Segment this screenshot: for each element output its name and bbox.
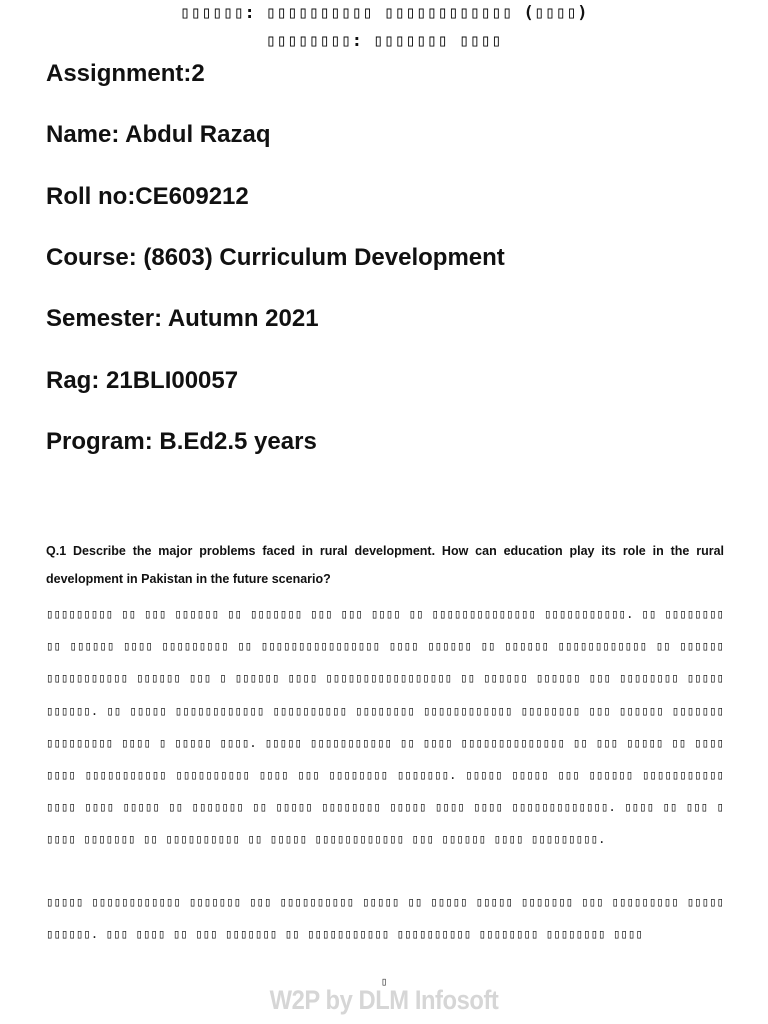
semester-field: Semester: Autumn 2021 (46, 305, 319, 332)
roll-number-field: Roll no:CE609212 (46, 183, 249, 210)
page-mark: ▯ (380, 975, 388, 988)
header-line-1: ▯▯▯▯▯▯: ▯▯▯▯▯▯▯▯▯▯ ▯▯▯▯▯▯▯▯▯▯▯▯ (▯▯▯▯) (180, 3, 588, 23)
course-field: Course: (8603) Curriculum Development (46, 244, 505, 271)
program-field: Program: B.Ed2.5 years (46, 428, 317, 455)
registration-field: Rag: 21BLI00057 (46, 367, 239, 394)
question-heading: Q.1 Describe the major problems faced in rural development. How can education play its role in the rural development in Pakistan in the future scenario? (46, 544, 724, 586)
student-name-field: Name: Abdul Razaq (46, 121, 271, 148)
answer-paragraph-2: ▯▯▯▯▯ ▯▯▯▯▯▯▯▯▯▯▯▯ ▯▯▯▯▯▯▯ ▯▯▯ ▯▯▯▯▯▯▯▯▯▯ ▯▯▯▯▯ ▯▯ ▯▯▯▯▯ ▯▯▯▯▯ ▯▯▯▯▯▯▯ ▯▯▯ ▯▯▯▯▯▯▯▯▯ ▯▯▯▯▯▯▯▯▯▯▯. ▯▯▯ ▯▯▯▯ ▯▯ ▯▯▯ ▯▯▯▯▯▯▯ ▯▯ ▯▯▯▯▯▯▯▯▯▯▯ ▯▯▯▯▯▯▯▯▯▯ ▯▯▯▯▯▯▯▯ ▯▯▯▯▯▯▯▯ ▯▯▯▯ (46, 894, 724, 942)
watermark: W2P by DLM Infosoft (269, 985, 499, 1015)
header-line-2: ▯▯▯▯▯▯▯▯: ▯▯▯▯▯▯▯ ▯▯▯▯ (265, 31, 503, 51)
assignment-field: Assignment:2 (46, 60, 205, 87)
answer-paragraph-1: ▯▯▯▯▯▯▯▯▯ ▯▯ ▯▯▯ ▯▯▯▯▯▯ ▯▯ ▯▯▯▯▯▯▯ ▯▯▯ ▯▯▯ ▯▯▯▯ ▯▯ ▯▯▯▯▯▯▯▯▯▯▯▯▯▯ ▯▯▯▯▯▯▯▯▯▯▯. ▯▯ ▯▯▯▯▯▯▯▯▯▯ ▯▯▯▯▯▯ ▯▯▯▯ ▯▯▯▯▯▯▯▯▯ ▯▯ ▯▯▯▯▯▯▯▯▯▯▯▯▯▯▯▯ ▯▯▯▯ ▯▯▯▯▯▯ ▯▯ ▯▯▯▯▯▯ ▯▯▯▯▯▯▯▯▯▯▯▯ ▯▯ ▯▯▯▯▯▯ ▯▯▯▯▯▯▯▯▯▯▯ ▯▯▯▯▯▯ ▯▯▯ ▯ ▯▯▯▯▯▯ ▯▯▯▯ ▯▯▯▯▯▯▯▯▯▯▯▯▯▯▯▯▯ ▯▯ ▯▯▯▯▯▯ ▯▯▯▯▯▯ ▯▯▯ ▯▯▯▯▯▯▯▯ ▯▯▯▯▯▯▯▯▯▯▯. ▯▯ ▯▯▯▯▯ ▯▯▯▯▯▯▯▯▯▯▯▯ ▯▯▯▯▯▯▯▯▯▯ ▯▯▯▯▯▯▯▯ ▯▯▯▯▯▯▯▯▯▯▯▯ ▯▯▯▯▯▯▯▯ ▯▯▯ ▯▯▯▯▯▯ ▯▯▯▯▯▯▯▯▯▯▯▯▯▯▯▯ ▯▯▯▯ ▯ ▯▯▯▯▯ ▯▯▯▯. ▯▯▯▯▯ ▯▯▯▯▯▯▯▯▯▯▯ ▯▯ ▯▯▯▯ ▯▯▯▯▯▯▯▯▯▯▯▯▯▯ ▯▯ ▯▯▯ ▯▯▯▯▯ ▯▯ ▯▯▯▯▯▯▯▯ ▯▯▯▯▯▯▯▯▯▯▯ ▯▯▯▯▯▯▯▯▯▯ ▯▯▯▯ ▯▯▯ ▯▯▯▯▯▯▯▯ ▯▯▯▯▯▯▯. ▯▯▯▯▯ ▯▯▯▯▯ ▯▯▯ ▯▯▯▯▯▯ ▯▯▯▯▯▯▯▯▯▯▯ ▯▯▯▯ ▯▯▯▯ ▯▯▯▯▯ ▯▯ ▯▯▯▯▯▯▯ ▯▯ ▯▯▯▯▯ ▯▯▯▯▯▯▯▯ ▯▯▯▯▯ ▯▯▯▯ ▯▯▯▯ ▯▯▯▯▯▯▯▯▯▯▯▯▯. ▯▯▯▯ ▯▯ ▯▯▯ ▯ ▯▯▯▯ ▯▯▯▯▯▯▯ ▯▯ ▯▯▯▯▯▯▯▯▯▯ ▯▯ ▯▯▯▯▯ ▯▯▯▯▯▯▯▯▯▯▯▯ ▯▯▯ ▯▯▯▯▯▯ ▯▯▯▯ ▯▯▯▯▯▯▯▯▯. (46, 606, 724, 847)
